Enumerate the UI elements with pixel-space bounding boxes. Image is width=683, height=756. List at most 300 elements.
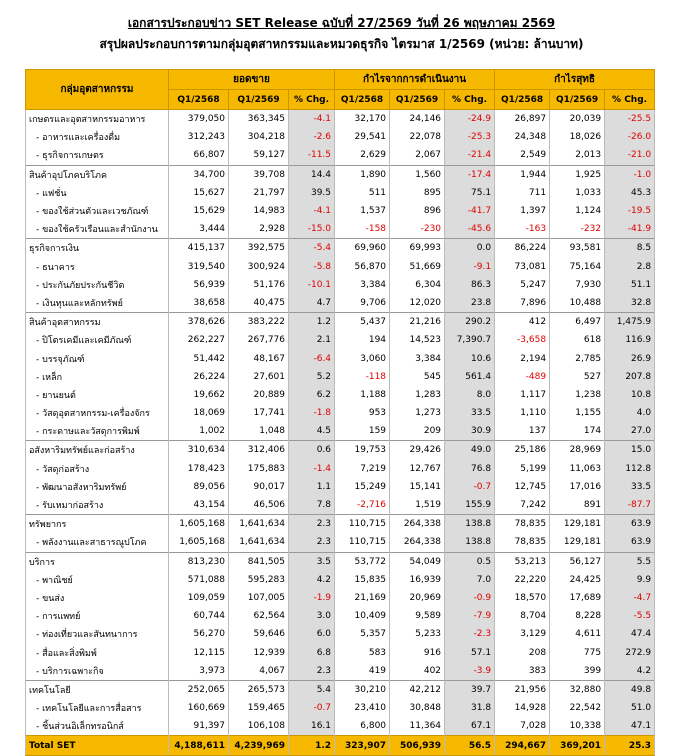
value-cell: 159 bbox=[335, 422, 390, 441]
value-cell: 4,188,611 bbox=[169, 736, 229, 756]
pct-change-cell: 3.5 bbox=[289, 552, 335, 571]
value-cell: -489 bbox=[495, 368, 550, 386]
value-cell: 12,115 bbox=[169, 643, 229, 661]
value-cell: 69,960 bbox=[335, 239, 390, 258]
value-cell: 26,224 bbox=[169, 368, 229, 386]
row-label: - การแพทย์ bbox=[26, 607, 169, 625]
value-cell: 1,925 bbox=[550, 165, 605, 184]
pct-change-cell: -41.9 bbox=[605, 220, 655, 239]
pct-change-cell: 6.0 bbox=[289, 625, 335, 643]
pct-change-cell: 8.0 bbox=[445, 386, 495, 404]
value-cell: 595,283 bbox=[229, 571, 289, 589]
value-cell: 511 bbox=[335, 184, 390, 202]
pct-change-cell: -0.7 bbox=[289, 699, 335, 717]
pct-change-cell: 39.7 bbox=[445, 680, 495, 699]
subcol-header: Q1/2569 bbox=[550, 90, 605, 110]
value-cell: 1,605,168 bbox=[169, 515, 229, 534]
row-label: เทคโนโลยี bbox=[26, 680, 169, 699]
value-cell: 7,242 bbox=[495, 496, 550, 515]
pct-change-cell: 15.0 bbox=[605, 441, 655, 460]
row-label: - วัสดุอุตสาหกรรม-เครื่องจักร bbox=[26, 404, 169, 422]
value-cell: 53,213 bbox=[495, 552, 550, 571]
value-cell: 2,194 bbox=[495, 349, 550, 367]
category-header: กลุ่มอุตสาหกรรม bbox=[26, 70, 169, 110]
value-cell: 56,870 bbox=[335, 258, 390, 276]
pct-change-cell: 45.3 bbox=[605, 184, 655, 202]
value-cell: 56,270 bbox=[169, 625, 229, 643]
value-cell: 5,233 bbox=[390, 625, 445, 643]
value-cell: 415,137 bbox=[169, 239, 229, 258]
sector-row bbox=[26, 331, 655, 349]
value-cell: 11,063 bbox=[550, 460, 605, 478]
industry-row bbox=[26, 680, 655, 699]
value-cell: 22,220 bbox=[495, 571, 550, 589]
pct-change-cell: -25.5 bbox=[605, 110, 655, 129]
value-cell: 62,564 bbox=[229, 607, 289, 625]
value-cell: 5,437 bbox=[335, 313, 390, 332]
pct-change-cell: 207.8 bbox=[605, 368, 655, 386]
value-cell: 412 bbox=[495, 313, 550, 332]
value-cell: 4,067 bbox=[229, 662, 289, 681]
pct-change-cell: 31.8 bbox=[445, 699, 495, 717]
document-title: เอกสารประกอบข่าว SET Release ฉบับที่ 27/2569 วันที่ 26 พฤษภาคม 2569 bbox=[127, 16, 556, 30]
pct-change-cell: 27.0 bbox=[605, 422, 655, 441]
value-cell: 304,218 bbox=[229, 128, 289, 146]
pct-change-cell: 33.5 bbox=[605, 478, 655, 496]
sector-row bbox=[26, 571, 655, 589]
pct-change-cell: -6.4 bbox=[289, 349, 335, 367]
value-cell: 209 bbox=[390, 422, 445, 441]
value-cell: 294,667 bbox=[495, 736, 550, 756]
industry-row bbox=[26, 552, 655, 571]
row-label: - ของใช้ส่วนตัวและเวชภัณฑ์ bbox=[26, 202, 169, 220]
row-label: - อาหารและเครื่องดื่ม bbox=[26, 128, 169, 146]
value-cell: 106,108 bbox=[229, 717, 289, 736]
value-cell: 22,542 bbox=[550, 699, 605, 717]
sector-row bbox=[26, 146, 655, 165]
row-label: - เหล็ก bbox=[26, 368, 169, 386]
pct-change-cell: -4.1 bbox=[289, 202, 335, 220]
value-cell: 378,626 bbox=[169, 313, 229, 332]
pct-change-cell: -21.4 bbox=[445, 146, 495, 165]
value-cell: 30,848 bbox=[390, 699, 445, 717]
pct-change-cell: 6.2 bbox=[289, 386, 335, 404]
value-cell: 2,785 bbox=[550, 349, 605, 367]
value-cell: 6,304 bbox=[390, 276, 445, 294]
pct-change-cell: 39.5 bbox=[289, 184, 335, 202]
value-cell: 29,541 bbox=[335, 128, 390, 146]
value-cell: 32,880 bbox=[550, 680, 605, 699]
value-cell: 48,167 bbox=[229, 349, 289, 367]
value-cell: 402 bbox=[390, 662, 445, 681]
value-cell: 363,345 bbox=[229, 110, 289, 129]
value-cell: 90,017 bbox=[229, 478, 289, 496]
value-cell: 3,384 bbox=[390, 349, 445, 367]
row-label: - ท่องเที่ยวและสันทนาการ bbox=[26, 625, 169, 643]
value-cell: 841,505 bbox=[229, 552, 289, 571]
subcol-header: Q1/2569 bbox=[229, 90, 289, 110]
sector-row bbox=[26, 589, 655, 607]
value-cell: 379,050 bbox=[169, 110, 229, 129]
row-label: - เทคโนโลยีและการสื่อสาร bbox=[26, 699, 169, 717]
pct-change-cell: 0.0 bbox=[445, 239, 495, 258]
value-cell: 2,928 bbox=[229, 220, 289, 239]
value-cell: 1,155 bbox=[550, 404, 605, 422]
value-cell: 69,993 bbox=[390, 239, 445, 258]
value-cell: -158 bbox=[335, 220, 390, 239]
pct-change-cell: 2.8 bbox=[605, 258, 655, 276]
pct-change-cell: 2.1 bbox=[289, 331, 335, 349]
value-cell: -118 bbox=[335, 368, 390, 386]
value-cell: 6,800 bbox=[335, 717, 390, 736]
value-cell: 383,222 bbox=[229, 313, 289, 332]
value-cell: 8,704 bbox=[495, 607, 550, 625]
value-cell: 8,228 bbox=[550, 607, 605, 625]
value-cell: 312,243 bbox=[169, 128, 229, 146]
value-cell: 323,907 bbox=[335, 736, 390, 756]
value-cell: 26,897 bbox=[495, 110, 550, 129]
row-label: - พัฒนาอสังหาริมทรัพย์ bbox=[26, 478, 169, 496]
value-cell: 571,088 bbox=[169, 571, 229, 589]
value-cell: 59,646 bbox=[229, 625, 289, 643]
value-cell: 813,230 bbox=[169, 552, 229, 571]
sector-row bbox=[26, 276, 655, 294]
pct-change-cell: 8.5 bbox=[605, 239, 655, 258]
value-cell: 42,212 bbox=[390, 680, 445, 699]
row-label: - กระดาษและวัสดุการพิมพ์ bbox=[26, 422, 169, 441]
value-cell: 17,741 bbox=[229, 404, 289, 422]
value-cell: 1,124 bbox=[550, 202, 605, 220]
pct-change-cell: 16.1 bbox=[289, 717, 335, 736]
value-cell: 51,176 bbox=[229, 276, 289, 294]
value-cell: 618 bbox=[550, 331, 605, 349]
pct-change-cell: 155.9 bbox=[445, 496, 495, 515]
industry-row bbox=[26, 110, 655, 129]
row-label: ทรัพยากร bbox=[26, 515, 169, 534]
pct-change-cell: 7,390.7 bbox=[445, 331, 495, 349]
pct-change-cell: -26.0 bbox=[605, 128, 655, 146]
pct-change-cell: 5.2 bbox=[289, 368, 335, 386]
pct-change-cell: 272.9 bbox=[605, 643, 655, 661]
pct-change-cell: -1.0 bbox=[605, 165, 655, 184]
pct-change-cell: -45.6 bbox=[445, 220, 495, 239]
pct-change-cell: 138.8 bbox=[445, 533, 495, 552]
value-cell: 1,002 bbox=[169, 422, 229, 441]
value-cell: 24,146 bbox=[390, 110, 445, 129]
value-cell: 5,357 bbox=[335, 625, 390, 643]
pct-change-cell: -1.8 bbox=[289, 404, 335, 422]
value-cell: 7,930 bbox=[550, 276, 605, 294]
value-cell: 40,475 bbox=[229, 294, 289, 313]
value-cell: 300,924 bbox=[229, 258, 289, 276]
pct-change-cell: -0.9 bbox=[445, 589, 495, 607]
pct-change-cell: -17.4 bbox=[445, 165, 495, 184]
value-cell: 174 bbox=[550, 422, 605, 441]
value-cell: 15,629 bbox=[169, 202, 229, 220]
sector-row bbox=[26, 717, 655, 736]
sector-row bbox=[26, 404, 655, 422]
value-cell: 89,056 bbox=[169, 478, 229, 496]
value-cell: 56,127 bbox=[550, 552, 605, 571]
value-cell: 9,589 bbox=[390, 607, 445, 625]
sector-row bbox=[26, 202, 655, 220]
pct-change-cell: -25.3 bbox=[445, 128, 495, 146]
pct-change-cell: -5.5 bbox=[605, 607, 655, 625]
value-cell: 93,581 bbox=[550, 239, 605, 258]
value-cell: 895 bbox=[390, 184, 445, 202]
pct-change-cell: 290.2 bbox=[445, 313, 495, 332]
value-cell: 1,890 bbox=[335, 165, 390, 184]
value-cell: 7,219 bbox=[335, 460, 390, 478]
pct-change-cell: 4.0 bbox=[605, 404, 655, 422]
value-cell: 3,973 bbox=[169, 662, 229, 681]
pct-change-cell: 63.9 bbox=[605, 533, 655, 552]
document-subtitle: สรุปผลประกอบการตามกลุ่มอุตสาหกรรมและหมวดธุรกิจ ไตรมาส 1/2569 (หน่วย: ล้านบาท) bbox=[99, 37, 584, 51]
pct-change-cell: -24.9 bbox=[445, 110, 495, 129]
value-cell: 20,889 bbox=[229, 386, 289, 404]
pct-change-cell: 1.2 bbox=[289, 736, 335, 756]
value-cell: 383 bbox=[495, 662, 550, 681]
pct-change-cell: -0.7 bbox=[445, 478, 495, 496]
value-cell: 15,141 bbox=[390, 478, 445, 496]
value-cell: 12,767 bbox=[390, 460, 445, 478]
value-cell: -2,716 bbox=[335, 496, 390, 515]
row-label: เกษตรและอุตสาหกรรมอาหาร bbox=[26, 110, 169, 129]
pct-change-cell: 2.3 bbox=[289, 515, 335, 534]
pct-change-cell: 3.0 bbox=[289, 607, 335, 625]
pct-change-cell: 4.5 bbox=[289, 422, 335, 441]
value-cell: 25,186 bbox=[495, 441, 550, 460]
sector-row bbox=[26, 294, 655, 313]
value-cell: 21,797 bbox=[229, 184, 289, 202]
pct-change-cell: -19.5 bbox=[605, 202, 655, 220]
pct-change-cell: -7.9 bbox=[445, 607, 495, 625]
row-label: - วัสดุก่อสร้าง bbox=[26, 460, 169, 478]
industry-row bbox=[26, 165, 655, 184]
value-cell: 264,338 bbox=[390, 533, 445, 552]
value-cell: 137 bbox=[495, 422, 550, 441]
pct-change-cell: 51.0 bbox=[605, 699, 655, 717]
value-cell: 56,939 bbox=[169, 276, 229, 294]
value-cell: 1,117 bbox=[495, 386, 550, 404]
pct-change-cell: 57.1 bbox=[445, 643, 495, 661]
value-cell: 78,835 bbox=[495, 533, 550, 552]
pct-change-cell: 138.8 bbox=[445, 515, 495, 534]
value-cell: 14,523 bbox=[390, 331, 445, 349]
value-cell: 54,049 bbox=[390, 552, 445, 571]
value-cell: -232 bbox=[550, 220, 605, 239]
row-label: - เงินทุนและหลักทรัพย์ bbox=[26, 294, 169, 313]
sector-row bbox=[26, 460, 655, 478]
pct-change-cell: 67.1 bbox=[445, 717, 495, 736]
value-cell: 1,641,634 bbox=[229, 533, 289, 552]
industry-row bbox=[26, 515, 655, 534]
pct-change-cell: 4.7 bbox=[289, 294, 335, 313]
value-cell: 175,883 bbox=[229, 460, 289, 478]
value-cell: 1,560 bbox=[390, 165, 445, 184]
value-cell: 1,641,634 bbox=[229, 515, 289, 534]
subcol-header: % Chg. bbox=[289, 90, 335, 110]
pct-change-cell: -4.7 bbox=[605, 589, 655, 607]
sector-row bbox=[26, 662, 655, 681]
value-cell: 10,338 bbox=[550, 717, 605, 736]
pct-change-cell: 10.8 bbox=[605, 386, 655, 404]
value-cell: 21,169 bbox=[335, 589, 390, 607]
row-label: อสังหาริมทรัพย์และก่อสร้าง bbox=[26, 441, 169, 460]
value-cell: 896 bbox=[390, 202, 445, 220]
sector-row bbox=[26, 258, 655, 276]
pct-change-cell: 63.9 bbox=[605, 515, 655, 534]
industry-row bbox=[26, 313, 655, 332]
value-cell: 262,227 bbox=[169, 331, 229, 349]
pct-change-cell: -10.1 bbox=[289, 276, 335, 294]
value-cell: 160,669 bbox=[169, 699, 229, 717]
row-label: สินค้าอุปโภคบริโภค bbox=[26, 165, 169, 184]
value-cell: 1,033 bbox=[550, 184, 605, 202]
sector-row bbox=[26, 368, 655, 386]
pct-change-cell: -11.5 bbox=[289, 146, 335, 165]
pct-change-cell: -2.6 bbox=[289, 128, 335, 146]
table-body bbox=[26, 110, 655, 756]
value-cell: 14,928 bbox=[495, 699, 550, 717]
value-cell: 110,715 bbox=[335, 515, 390, 534]
row-label: - ขนส่ง bbox=[26, 589, 169, 607]
pct-change-cell: 1,475.9 bbox=[605, 313, 655, 332]
value-cell: 23,410 bbox=[335, 699, 390, 717]
pct-change-cell: 4.2 bbox=[605, 662, 655, 681]
value-cell: 4,611 bbox=[550, 625, 605, 643]
subcol-header: Q1/2568 bbox=[169, 90, 229, 110]
pct-change-cell: -21.0 bbox=[605, 146, 655, 165]
value-cell: 7,028 bbox=[495, 717, 550, 736]
value-cell: 10,488 bbox=[550, 294, 605, 313]
value-cell: 399 bbox=[550, 662, 605, 681]
value-cell: 14,983 bbox=[229, 202, 289, 220]
value-cell: 39,708 bbox=[229, 165, 289, 184]
value-cell: 265,573 bbox=[229, 680, 289, 699]
pct-change-cell: 2.3 bbox=[289, 533, 335, 552]
value-cell: 1,537 bbox=[335, 202, 390, 220]
value-cell: 310,634 bbox=[169, 441, 229, 460]
subcol-header: Q1/2569 bbox=[390, 90, 445, 110]
value-cell: 312,406 bbox=[229, 441, 289, 460]
value-cell: 12,020 bbox=[390, 294, 445, 313]
value-cell: 20,039 bbox=[550, 110, 605, 129]
value-cell: 1,605,168 bbox=[169, 533, 229, 552]
value-cell: 319,540 bbox=[169, 258, 229, 276]
value-cell: 1,188 bbox=[335, 386, 390, 404]
value-cell: 711 bbox=[495, 184, 550, 202]
pct-change-cell: 23.8 bbox=[445, 294, 495, 313]
value-cell: -163 bbox=[495, 220, 550, 239]
value-cell: 3,129 bbox=[495, 625, 550, 643]
value-cell: 2,549 bbox=[495, 146, 550, 165]
value-cell: 21,216 bbox=[390, 313, 445, 332]
sector-row bbox=[26, 220, 655, 239]
pct-change-cell: 5.4 bbox=[289, 680, 335, 699]
pct-change-cell: 47.1 bbox=[605, 717, 655, 736]
value-cell: 129,181 bbox=[550, 533, 605, 552]
pct-change-cell: 1.2 bbox=[289, 313, 335, 332]
industry-row bbox=[26, 239, 655, 258]
value-cell: 11,364 bbox=[390, 717, 445, 736]
row-label: - ประกันภัยประกันชีวิต bbox=[26, 276, 169, 294]
value-cell: 19,662 bbox=[169, 386, 229, 404]
pct-change-cell: 7.0 bbox=[445, 571, 495, 589]
value-cell: 2,067 bbox=[390, 146, 445, 165]
value-cell: 208 bbox=[495, 643, 550, 661]
pct-change-cell: 10.6 bbox=[445, 349, 495, 367]
total-row bbox=[26, 736, 655, 756]
row-label: - ธนาคาร bbox=[26, 258, 169, 276]
pct-change-cell: -9.1 bbox=[445, 258, 495, 276]
row-label: - แฟชั่น bbox=[26, 184, 169, 202]
pct-change-cell: -3.9 bbox=[445, 662, 495, 681]
value-cell: 252,065 bbox=[169, 680, 229, 699]
pct-change-cell: 76.8 bbox=[445, 460, 495, 478]
pct-change-cell: -41.7 bbox=[445, 202, 495, 220]
value-cell: 59,127 bbox=[229, 146, 289, 165]
value-cell: 24,348 bbox=[495, 128, 550, 146]
value-cell: 1,110 bbox=[495, 404, 550, 422]
value-cell: 178,423 bbox=[169, 460, 229, 478]
group-header-net-profit: กำไรสุทธิ bbox=[495, 70, 655, 90]
sector-row bbox=[26, 128, 655, 146]
pct-change-cell: 49.0 bbox=[445, 441, 495, 460]
row-label: - ปิโตรเคมีและเคมีภัณฑ์ bbox=[26, 331, 169, 349]
value-cell: 107,005 bbox=[229, 589, 289, 607]
subcol-header: Q1/2568 bbox=[495, 90, 550, 110]
row-label: สินค้าอุตสาหกรรม bbox=[26, 313, 169, 332]
pct-change-cell: 112.8 bbox=[605, 460, 655, 478]
value-cell: 1,397 bbox=[495, 202, 550, 220]
sector-row bbox=[26, 496, 655, 515]
value-cell: 109,059 bbox=[169, 589, 229, 607]
sector-row bbox=[26, 643, 655, 661]
row-label: - บรรจุภัณฑ์ bbox=[26, 349, 169, 367]
subcol-header: % Chg. bbox=[445, 90, 495, 110]
results-table bbox=[25, 69, 655, 756]
pct-change-cell: 6.8 bbox=[289, 643, 335, 661]
value-cell: 1,519 bbox=[390, 496, 445, 515]
row-label: Total SET bbox=[26, 736, 169, 756]
value-cell: 267,776 bbox=[229, 331, 289, 349]
value-cell: 9,706 bbox=[335, 294, 390, 313]
value-cell: 6,497 bbox=[550, 313, 605, 332]
value-cell: 16,939 bbox=[390, 571, 445, 589]
pct-change-cell: 49.8 bbox=[605, 680, 655, 699]
value-cell: 60,744 bbox=[169, 607, 229, 625]
value-cell: 78,835 bbox=[495, 515, 550, 534]
row-label: บริการ bbox=[26, 552, 169, 571]
value-cell: 29,426 bbox=[390, 441, 445, 460]
value-cell: 66,807 bbox=[169, 146, 229, 165]
sector-row bbox=[26, 533, 655, 552]
value-cell: 3,060 bbox=[335, 349, 390, 367]
value-cell: -3,658 bbox=[495, 331, 550, 349]
value-cell: 53,772 bbox=[335, 552, 390, 571]
value-cell: 419 bbox=[335, 662, 390, 681]
sector-row bbox=[26, 422, 655, 441]
pct-change-cell: 7.8 bbox=[289, 496, 335, 515]
row-label: - บริการเฉพาะกิจ bbox=[26, 662, 169, 681]
value-cell: 916 bbox=[390, 643, 445, 661]
value-cell: 5,199 bbox=[495, 460, 550, 478]
row-label: ธุรกิจการเงิน bbox=[26, 239, 169, 258]
group-header-sales: ยอดขาย bbox=[169, 70, 335, 90]
value-cell: 194 bbox=[335, 331, 390, 349]
value-cell: 19,753 bbox=[335, 441, 390, 460]
